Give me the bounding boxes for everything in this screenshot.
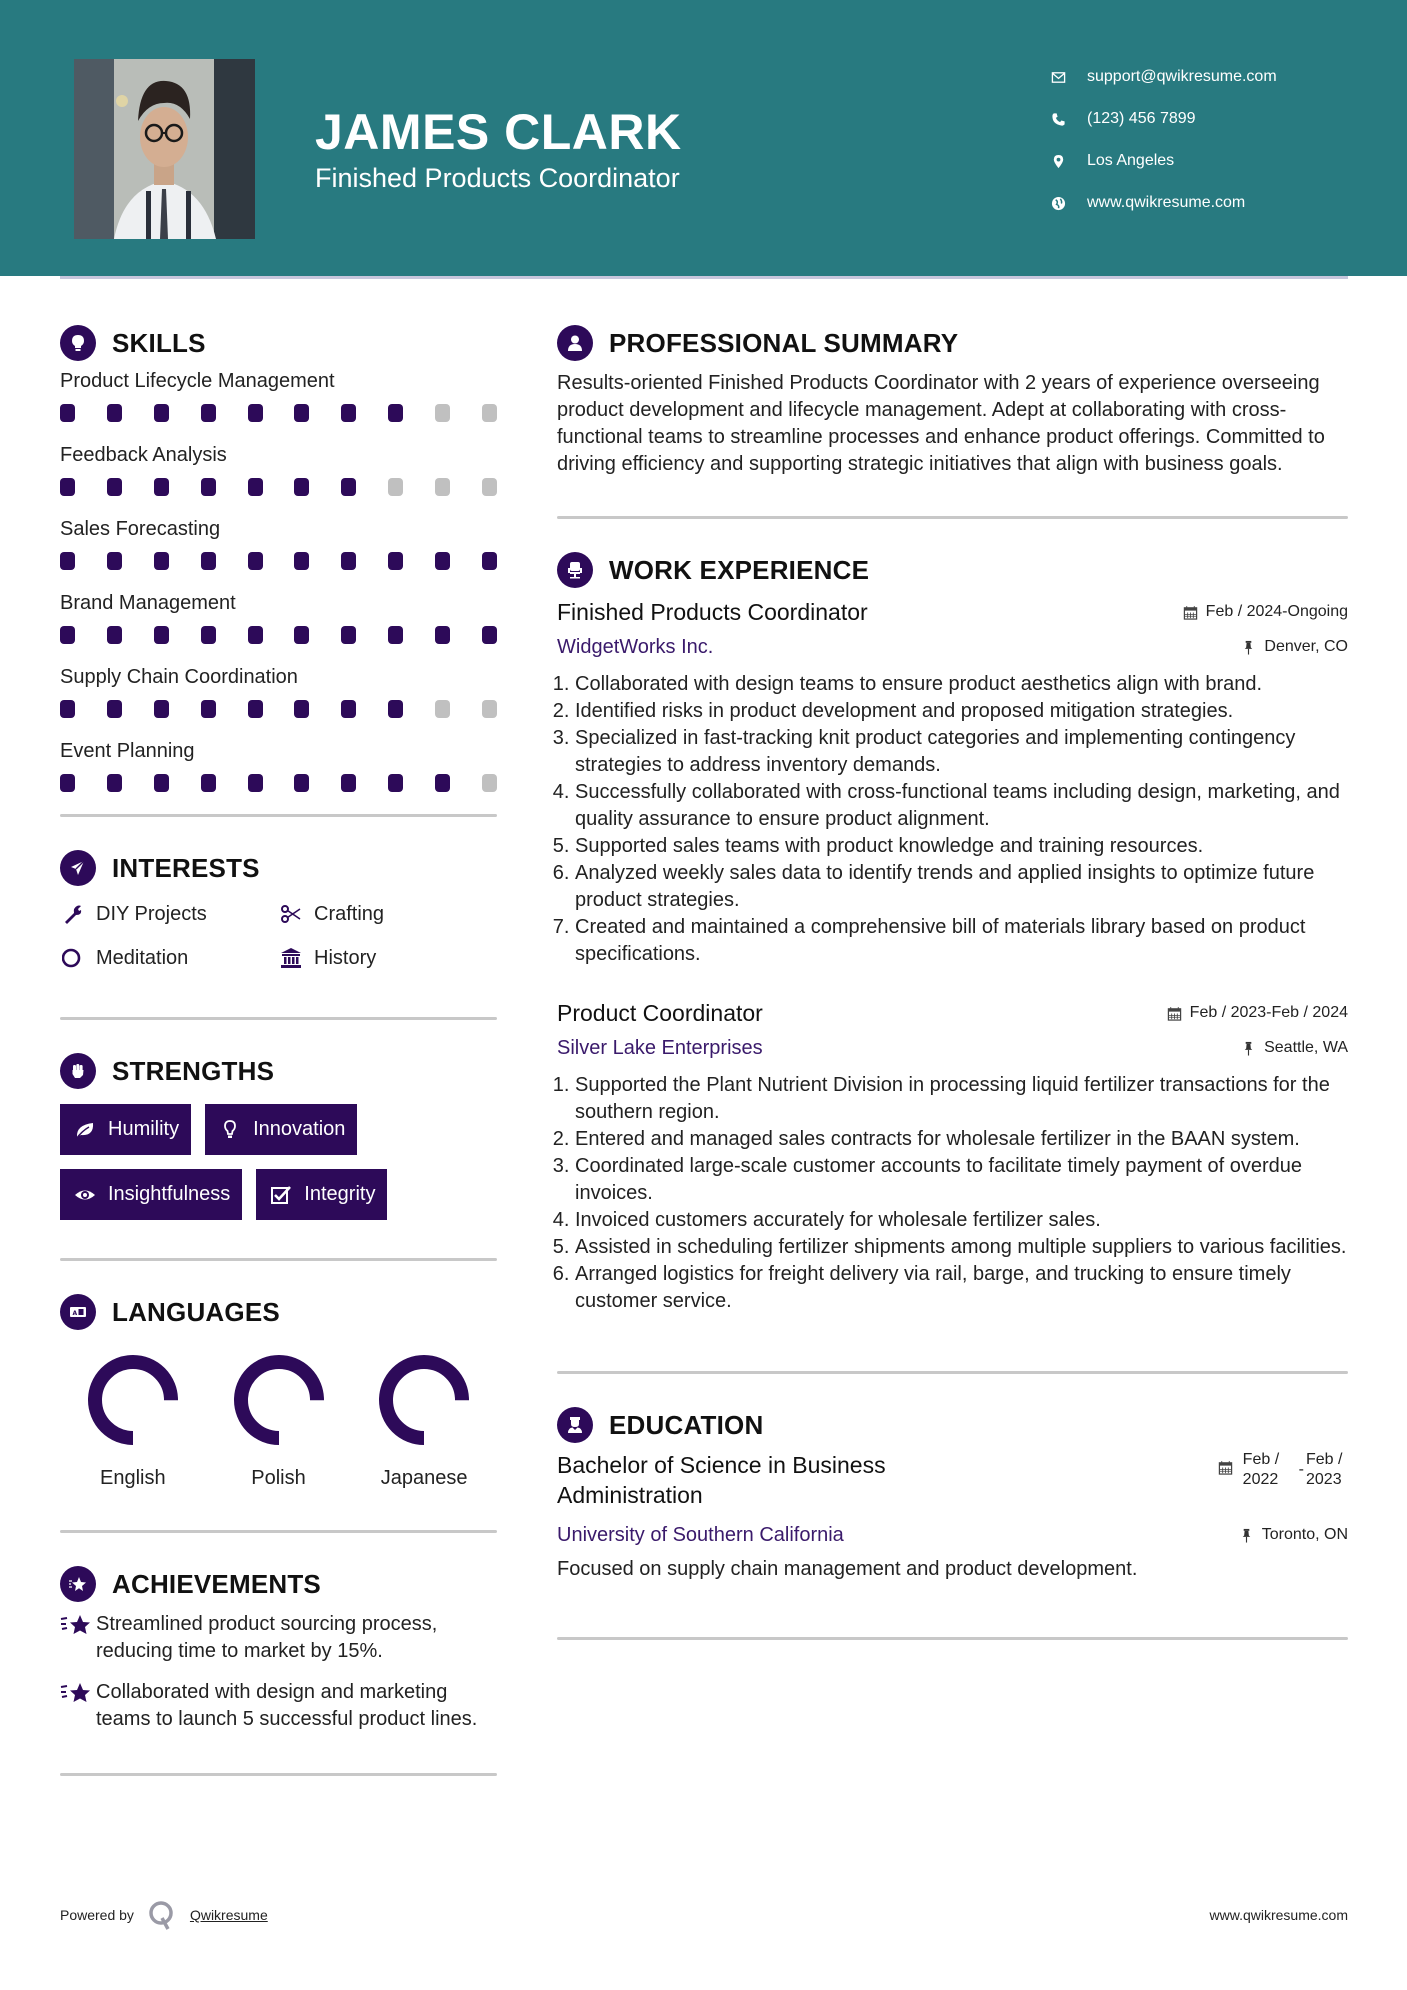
rating-dot-filled [107, 774, 122, 792]
rating-dot-filled [201, 478, 216, 496]
duty-item: 5. Supported sales teams with product knowledge and training resources. [575, 833, 1348, 860]
achievement-item [60, 1679, 497, 1733]
section-divider [60, 1773, 497, 1776]
section-divider [60, 1258, 497, 1261]
contact-email[interactable] [1050, 56, 1277, 98]
achievement-text: Collaborated with design and marketing teams to launch 5 successful product lines. [96, 1681, 478, 1730]
summary-title: PROFESSIONAL SUMMARY [609, 327, 959, 358]
contact-website-text: www.qwikresume.com [1087, 194, 1246, 211]
rating-dot-filled [388, 700, 403, 718]
job-location [1241, 638, 1348, 656]
duty-item: 2. Identified risks in product development and proposed mitigation strategies. [575, 698, 1348, 725]
strength-tag [205, 1104, 357, 1155]
summary-section [557, 320, 1348, 478]
rating-dot-filled [435, 774, 450, 792]
school-name: University of Southern California [557, 1523, 844, 1546]
shooting-star-icon [60, 1611, 96, 1665]
calendar-icon [1183, 605, 1198, 620]
rating-dot-filled [341, 404, 356, 422]
rating-dot-filled [107, 404, 122, 422]
strength-tag [256, 1169, 387, 1220]
skill-rating [60, 618, 497, 662]
rating-dot-filled [294, 774, 309, 792]
qwikresume-link[interactable]: Qwikresume [189, 1907, 268, 1923]
interest-label: History [314, 946, 377, 969]
rating-dot-filled [60, 626, 75, 644]
job-title: Product Coordinator [557, 999, 763, 1026]
rating-dot-filled [388, 404, 403, 422]
degree-title: Bachelor of Science in Business Administration [557, 1452, 886, 1508]
achievement-text: Streamlined product sourcing process, reducing time to market by 15%. [96, 1613, 438, 1662]
section-divider [60, 814, 497, 817]
education-end-date: Feb / 2023 [1306, 1451, 1343, 1488]
shooting-star-icon [60, 1679, 96, 1733]
job-dates [1167, 1004, 1348, 1022]
interest-item [278, 899, 478, 929]
rating-dot-filled [248, 404, 263, 422]
rating-dot-filled [154, 700, 169, 718]
skill-name: Sales Forecasting [60, 518, 221, 540]
job-dates [1183, 603, 1348, 621]
duty-item: 3. Specialized in fast-tracking knit product categories and implementing contingency strategies to address inventory demands. [575, 725, 1348, 779]
interests-list [60, 899, 497, 973]
svg-text:A: A [72, 1310, 78, 1317]
languages-section [60, 1289, 497, 1490]
education-header [557, 1450, 1348, 1510]
rating-dot-filled [201, 626, 216, 644]
circle-icon [60, 945, 86, 971]
skill-name: Product Lifecycle Management [60, 370, 335, 392]
rating-dot-empty [482, 774, 497, 792]
education-description: Focused on supply chain management and product development. [557, 1558, 1138, 1580]
interest-item [278, 943, 478, 973]
education-subheader [557, 1516, 1348, 1554]
experience-title: WORK EXPERIENCE [609, 554, 870, 585]
strengths-title: STRENGTHS [112, 1055, 275, 1086]
strength-tag [60, 1169, 242, 1220]
right-column [557, 320, 1348, 1640]
footer-powered-by [60, 1900, 268, 1930]
duty-item: 4. Invoiced customers accurately for wholesale fertilizer sales. [575, 1207, 1348, 1234]
education-location-text: Toronto, ON [1261, 1526, 1348, 1543]
education-section [557, 1402, 1348, 1583]
duty-item: 6. Analyzed weekly sales data to identify trends and applied insights to optimize future product strategies. [575, 860, 1348, 914]
job-header [557, 595, 1348, 629]
rating-dot-filled [341, 626, 356, 644]
strengths-heading [60, 1048, 497, 1094]
skill-rating [60, 544, 497, 588]
interest-label: Meditation [96, 946, 189, 969]
summary-text: Results-oriented Finished Products Coordinator with 2 years of experience overseeing product development and lifecycle management. Adept at collaborating with cross-functional teams to streamline processes and enhance product offerings. Committed to driving efficiency and supporting strategic initiatives that align with business goals. [557, 372, 1325, 475]
contact-website[interactable] [1050, 182, 1277, 224]
lightbulb-icon [217, 1119, 243, 1141]
language-name: English [100, 1467, 166, 1489]
skill-name: Brand Management [60, 592, 236, 614]
skill-name: Feedback Analysis [60, 444, 227, 466]
language-item [351, 1353, 497, 1490]
rating-dot-filled [248, 626, 263, 644]
rating-dot-filled [201, 700, 216, 718]
powered-by-text: Powered by [60, 1907, 134, 1923]
rating-dot-filled [341, 552, 356, 570]
rating-dot-filled [388, 552, 403, 570]
company-name: WidgetWorks Inc. [557, 635, 714, 658]
phone-icon [1050, 111, 1067, 128]
header-divider [60, 276, 1348, 279]
rating-dot-filled [341, 700, 356, 718]
rating-dot-filled [201, 774, 216, 792]
progress-ring-icon [232, 1353, 326, 1447]
languages-list [60, 1353, 497, 1490]
skills-list [60, 366, 497, 810]
rating-dot-filled [154, 478, 169, 496]
job-header [557, 996, 1348, 1030]
strength-label: Integrity [304, 1183, 376, 1205]
education-dates [1218, 1450, 1348, 1490]
rating-dot-filled [294, 626, 309, 644]
section-divider [557, 516, 1348, 519]
star-badge-icon [60, 1566, 96, 1602]
translate-icon [60, 1294, 96, 1330]
languages-heading [60, 1289, 497, 1335]
globe-icon [1050, 195, 1067, 212]
user-icon [557, 325, 593, 361]
rating-dot-filled [341, 774, 356, 792]
language-item [60, 1353, 206, 1490]
profile-photo [74, 59, 255, 239]
contact-location [1050, 140, 1277, 182]
rating-dot-filled [435, 626, 450, 644]
rating-dot-filled [294, 404, 309, 422]
education-location [1239, 1526, 1348, 1544]
office-chair-icon [557, 552, 593, 588]
skill-name: Event Planning [60, 740, 195, 762]
left-column [60, 320, 497, 1776]
map-pin-icon [1050, 153, 1067, 170]
rating-dot-filled [154, 404, 169, 422]
pushpin-icon [1241, 640, 1256, 655]
contact-location-text: Los Angeles [1087, 152, 1175, 169]
rating-dot-empty [435, 478, 450, 496]
rating-dot-filled [107, 626, 122, 644]
skills-section [60, 320, 497, 810]
job-location-text: Denver, CO [1264, 638, 1348, 655]
strength-tag [60, 1104, 191, 1155]
contact-list [1050, 56, 1277, 224]
section-divider [557, 1371, 1348, 1374]
interest-item [60, 899, 278, 929]
education-heading [557, 1402, 1348, 1448]
wrench-icon [60, 901, 86, 927]
skills-title: SKILLS [112, 327, 206, 358]
rating-dot-filled [154, 774, 169, 792]
rating-dot-filled [201, 404, 216, 422]
section-divider [557, 1637, 1348, 1640]
graduate-icon [557, 1407, 593, 1443]
skill-rating [60, 396, 497, 440]
rating-dot-empty [435, 700, 450, 718]
rating-dot-filled [294, 700, 309, 718]
strength-label: Humility [108, 1118, 180, 1140]
rating-dot-filled [248, 478, 263, 496]
contact-email-text: support@qwikresume.com [1087, 68, 1277, 85]
job-subheader [557, 629, 1348, 665]
strengths-list [60, 1104, 497, 1220]
museum-icon [278, 945, 304, 971]
rating-dot-filled [60, 774, 75, 792]
rating-dot-filled [60, 478, 75, 496]
job-dates-text: Feb / 2024-Ongoing [1205, 603, 1348, 620]
rating-dot-empty [482, 478, 497, 496]
interests-section [60, 845, 497, 973]
rating-dot-filled [294, 552, 309, 570]
language-item [206, 1353, 352, 1490]
duty-item: 1. Collaborated with design teams to ensure product aesthetics align with brand. [575, 671, 1348, 698]
contact-phone[interactable] [1050, 98, 1277, 140]
pushpin-icon [1241, 1041, 1256, 1056]
contact-phone-text: (123) 456 7899 [1087, 110, 1196, 127]
strengths-section [60, 1048, 497, 1220]
section-divider [60, 1017, 497, 1020]
achievement-item [60, 1611, 497, 1665]
achievements-section [60, 1561, 497, 1733]
duty-item: 2. Entered and managed sales contracts for wholesale fertilizer in the BAAN system. [575, 1126, 1348, 1153]
duty-item: 4. Successfully collaborated with cross-functional teams including design, marketing, and quality assurance to ensure product alignment. [575, 779, 1348, 833]
resume-header [0, 0, 1407, 276]
rating-dot-filled [341, 478, 356, 496]
duty-item: 5. Assisted in scheduling fertilizer shipments among multiple suppliers to various facilities. [575, 1234, 1348, 1261]
rating-dot-filled [60, 552, 75, 570]
footer-url[interactable]: www.qwikresume.com [1209, 1907, 1348, 1923]
rating-dot-empty [388, 478, 403, 496]
interest-label: Crafting [314, 902, 385, 925]
rating-dot-filled [107, 700, 122, 718]
skills-heading [60, 320, 497, 366]
skill-rating [60, 470, 497, 514]
fist-icon [60, 1053, 96, 1089]
job-entry [557, 996, 1348, 1315]
candidate-name: JAMES CLARK [315, 104, 682, 160]
rating-dot-empty [482, 700, 497, 718]
progress-ring-icon [377, 1353, 471, 1447]
candidate-title: Finished Products Coordinator [315, 163, 680, 193]
education-title: EDUCATION [609, 1409, 764, 1440]
rating-dot-filled [248, 700, 263, 718]
rating-dot-filled [388, 774, 403, 792]
paper-plane-icon [60, 850, 96, 886]
interest-item [60, 943, 278, 973]
pushpin-icon [1239, 1528, 1254, 1543]
scissors-icon [278, 901, 304, 927]
duty-item: 7. Created and maintained a comprehensive bill of materials library based on product specifications. [575, 914, 1348, 968]
company-name: Silver Lake Enterprises [557, 1036, 763, 1059]
eye-icon [72, 1184, 98, 1206]
experience-section [557, 547, 1348, 1315]
rating-dot-filled [107, 552, 122, 570]
job-subheader [557, 1030, 1348, 1066]
rating-dot-filled [388, 626, 403, 644]
achievements-title: ACHIEVEMENTS [112, 1568, 321, 1599]
progress-ring-icon [86, 1353, 180, 1447]
interests-title: INTERESTS [112, 852, 260, 883]
language-name: Japanese [380, 1467, 468, 1489]
summary-heading [557, 320, 1348, 366]
rating-dot-filled [201, 552, 216, 570]
rating-dot-filled [154, 626, 169, 644]
rating-dot-filled [60, 700, 75, 718]
achievements-heading [60, 1561, 497, 1607]
skill-rating [60, 692, 497, 736]
interest-label: DIY Projects [96, 902, 207, 925]
interests-heading [60, 845, 497, 891]
calendar-icon [1218, 1460, 1233, 1475]
rating-dot-filled [248, 552, 263, 570]
job-location [1241, 1039, 1348, 1057]
date-separator: - [1298, 1461, 1304, 1478]
duty-item: 6. Arranged logistics for freight delivery via rail, barge, and trucking to ensure timely customer service. [575, 1261, 1348, 1315]
language-name: Polish [251, 1467, 306, 1489]
job-duties [557, 1072, 1348, 1315]
rating-dot-filled [248, 774, 263, 792]
duty-item: 3. Coordinated large-scale customer accounts to facilitate timely payment of overdue invoices. [575, 1153, 1348, 1207]
rating-dot-filled [435, 552, 450, 570]
rating-dot-filled [482, 626, 497, 644]
check-square-icon [268, 1184, 294, 1206]
leaf-icon [72, 1119, 98, 1141]
languages-title: LANGUAGES [112, 1296, 280, 1327]
envelope-icon [1050, 69, 1067, 86]
job-entry [557, 595, 1348, 968]
duty-item: 1. Supported the Plant Nutrient Division in processing liquid fertilizer transactions for the southern region. [575, 1072, 1348, 1126]
qwikresume-logo-icon [148, 1900, 176, 1930]
experience-heading [557, 547, 1348, 593]
lightbulb-icon [60, 325, 96, 361]
rating-dot-empty [435, 404, 450, 422]
strength-label: Innovation [253, 1118, 346, 1140]
rating-dot-empty [482, 404, 497, 422]
calendar-icon [1167, 1006, 1182, 1021]
job-title: Finished Products Coordinator [557, 598, 868, 625]
skill-rating [60, 766, 497, 810]
rating-dot-filled [60, 404, 75, 422]
rating-dot-filled [482, 552, 497, 570]
education-start-date: Feb / 2022 [1242, 1451, 1280, 1488]
job-dates-text: Feb / 2023-Feb / 2024 [1189, 1004, 1348, 1021]
skill-name: Supply Chain Coordination [60, 666, 298, 688]
rating-dot-filled [154, 552, 169, 570]
strength-label: Insightfulness [108, 1183, 231, 1205]
rating-dot-filled [107, 478, 122, 496]
job-location-text: Seattle, WA [1264, 1039, 1348, 1056]
job-duties [557, 671, 1348, 968]
rating-dot-filled [294, 478, 309, 496]
section-divider [60, 1530, 497, 1533]
